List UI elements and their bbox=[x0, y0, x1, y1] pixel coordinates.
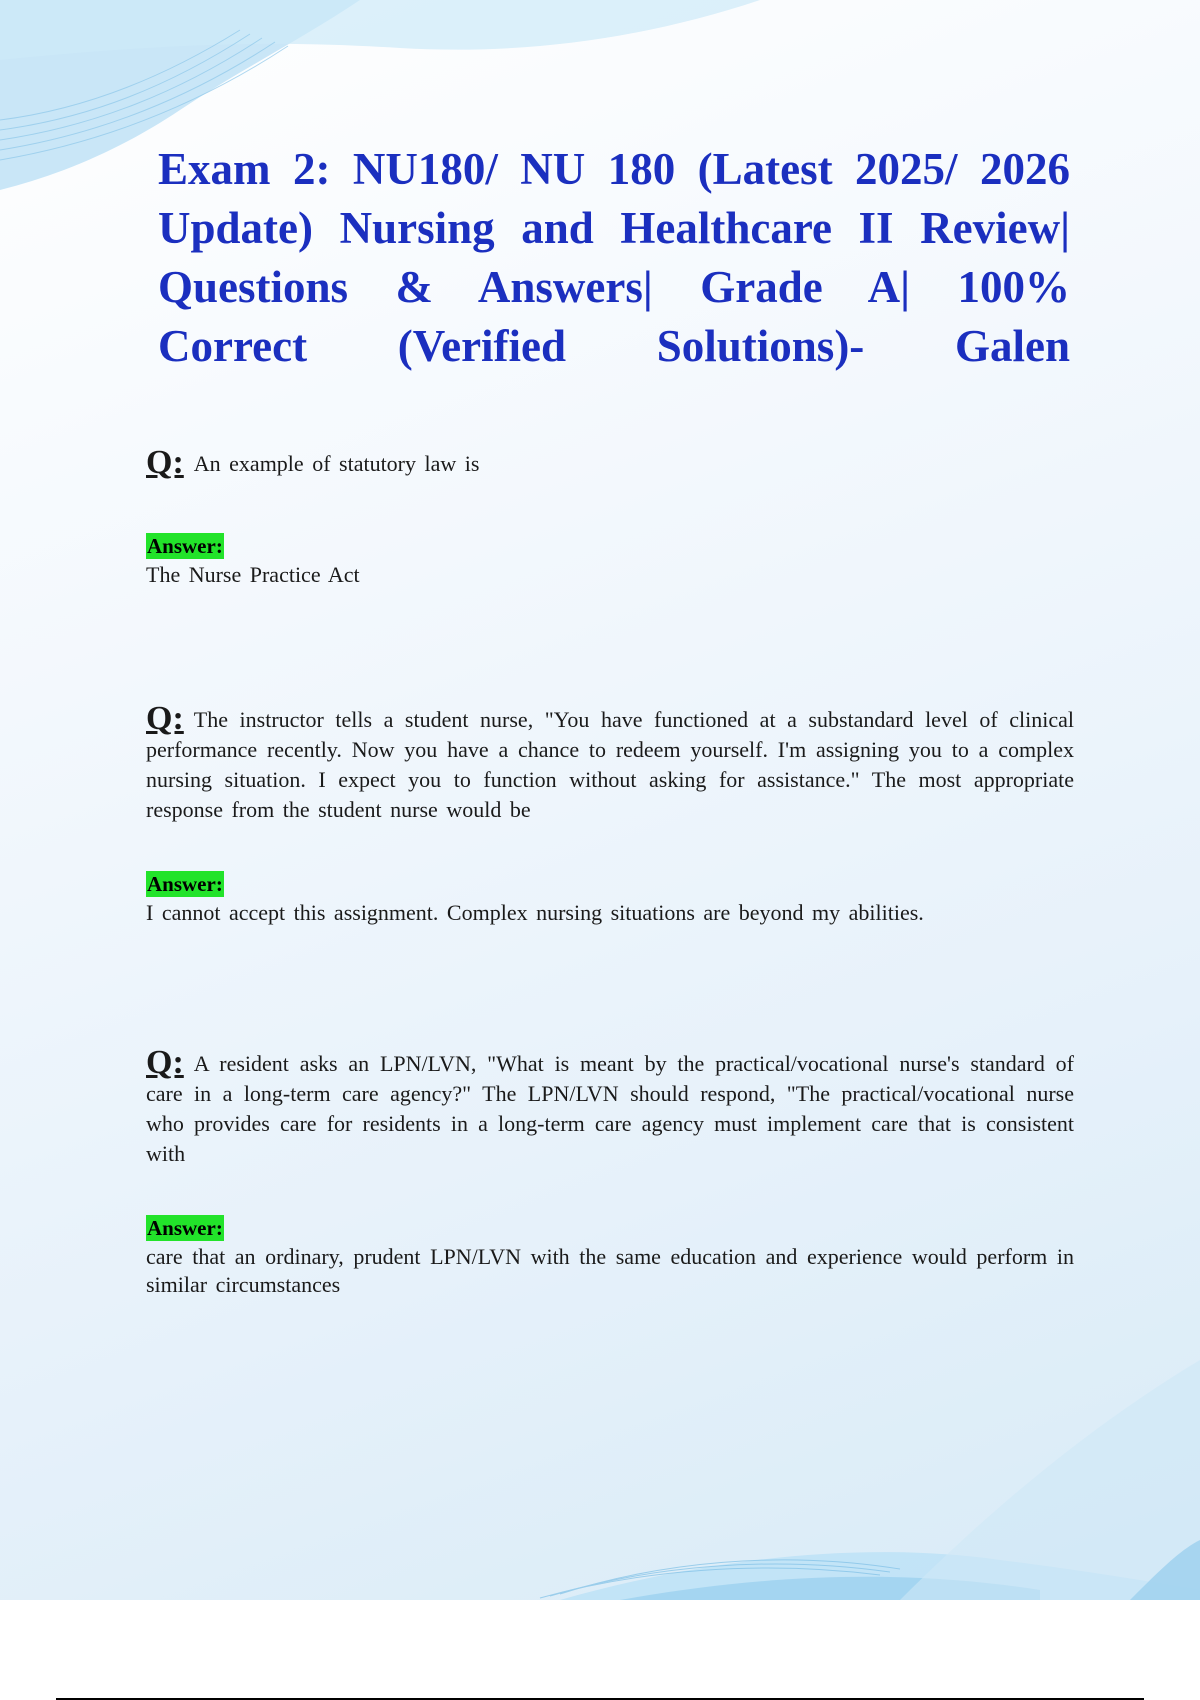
qa-item-1 bbox=[146, 444, 1074, 589]
question-text: The instructor tells a student nurse, "You have functioned at a substandard level of clinical performance recently. Now you have a chance to redeem yourself. I'm assigning you to a complex nursing situation. I expect you to function without asking for assistance." The most appropriate response from the student nurse would be bbox=[146, 707, 1074, 822]
question-text: A resident asks an LPN/LVN, "What is meant by the practical/vocational nurse's standard of care in a long-term care agency?" The LPN/LVN should respond, "The practical/vocational nurse who provides care for residents in a long-term care agency must implement care that is consistent with bbox=[146, 1051, 1074, 1166]
answer-text: care that an ordinary, prudent LPN/LVN with the same education and experience would perform in similar circumstances bbox=[146, 1244, 1074, 1297]
question-2 bbox=[146, 700, 1074, 825]
answer-1 bbox=[146, 531, 1074, 589]
q-marker: Q: bbox=[146, 444, 184, 481]
document-title: Exam 2: NU180/ NU 180 (Latest 2025/ 2026 Update) Nursing and Healthcare II Review| Questions & Answers| Grade A| 100% Correct (Verified Solutions)- Galen bbox=[158, 144, 1070, 371]
q-marker: Q: bbox=[146, 700, 184, 737]
answer-label: Answer: bbox=[147, 534, 223, 558]
answer-label: Answer: bbox=[147, 872, 223, 896]
qa-item-2 bbox=[146, 700, 1074, 927]
question-text: An example of statutory law is bbox=[193, 451, 480, 476]
answer-2 bbox=[146, 869, 1074, 927]
q-marker: Q: bbox=[146, 1044, 184, 1081]
qa-item-3 bbox=[146, 1044, 1074, 1299]
answer-text: I cannot accept this assignment. Complex nursing situations are beyond my abilities. bbox=[146, 900, 924, 925]
answer-label: Answer: bbox=[147, 1216, 223, 1240]
answer-3 bbox=[146, 1213, 1074, 1299]
answer-text: The Nurse Practice Act bbox=[146, 562, 360, 587]
question-3 bbox=[146, 1044, 1074, 1169]
question-1 bbox=[146, 444, 1074, 481]
